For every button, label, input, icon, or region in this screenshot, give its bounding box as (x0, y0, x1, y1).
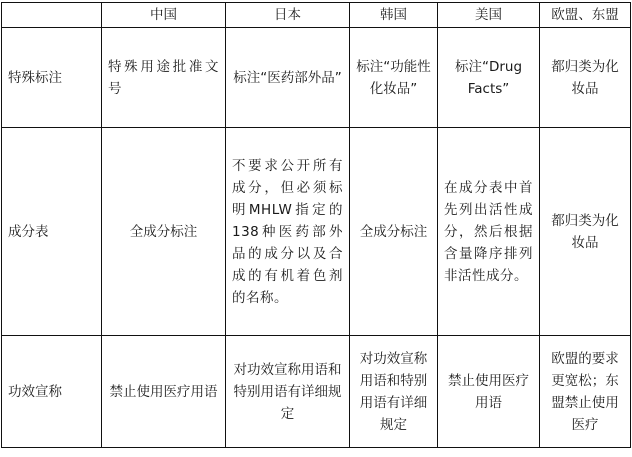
header-eu-asean: 欧盟、东盟 (540, 3, 631, 28)
table-cell: 全成分标注 (350, 128, 438, 336)
header-row (2, 3, 631, 28)
header-japan: 日本 (226, 3, 350, 28)
row-label: 特殊标注 (2, 28, 102, 128)
table-row-efficacy-claims (2, 336, 631, 448)
table-cell: 欧盟的要求更宽松；东盟禁止使用医疗 (551, 350, 619, 433)
table-cell: 标注“医药部外品” (226, 28, 350, 128)
header-china: 中国 (102, 3, 226, 28)
header-corner (2, 3, 102, 28)
table-cell: 特殊用途批准文号 (102, 28, 226, 128)
table-cell: 在成分表中首先列出活性成分，然后根据含量降序排列非活性成分。 (438, 128, 540, 336)
table-cell: 对功效宣称用语和特别用语有详细规定 (226, 336, 350, 448)
table-cell: 对功效宣称用语和特别用语有详细规定 (350, 336, 438, 448)
table-row-ingredients (2, 128, 631, 336)
table-cell: 标注“功能性化妆品” (350, 28, 438, 128)
header-korea: 韩国 (350, 3, 438, 28)
table-cell: 都归类为化妆品 (540, 28, 631, 128)
table-cell: 禁止使用医疗用语 (102, 336, 226, 448)
table-cell: 都归类为化妆品 (540, 128, 631, 336)
table-row-special-label (2, 28, 631, 128)
header-usa: 美国 (438, 3, 540, 28)
table-cell-wrapper (540, 336, 631, 448)
row-label: 成分表 (2, 128, 102, 336)
comparison-table (1, 2, 631, 448)
table-cell: 禁止使用医疗用语 (438, 336, 540, 448)
table-cell: 全成分标注 (102, 128, 226, 336)
table-cell: 标注“Drug Facts” (438, 28, 540, 128)
table-cell: 不要求公开所有成分，但必须标明MHLW指定的138种医药部外品的成分以及合成的有机着色剂的名称。 (226, 128, 350, 336)
row-label: 功效宣称 (2, 336, 102, 448)
